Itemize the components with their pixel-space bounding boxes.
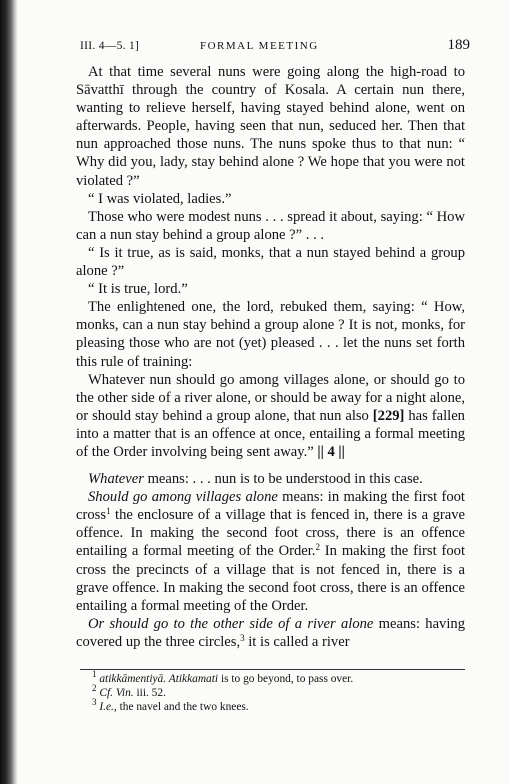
definition-text: it is called a river	[244, 633, 350, 650]
footnotes	[92, 669, 462, 714]
definition-paragraph	[76, 488, 465, 615]
definition-paragraph	[76, 470, 465, 488]
footnote-number: 2	[92, 683, 97, 693]
footnote	[92, 697, 462, 714]
header-title: FORMAL MEETING	[200, 40, 319, 52]
footnote-term: Cf. Vin.	[99, 687, 134, 699]
definition-text: the enclosure of a village that is fenced in, there is a grave offence. In making the second foot cross, there is an offence entailing a formal meeting of the Order.	[76, 507, 465, 560]
page-number: 189	[447, 37, 470, 53]
footnote-term: atikkāmentiyā. Atikkamati	[99, 673, 219, 685]
definition-text: means: in making the first foot cross	[76, 489, 465, 524]
defined-term: Whatever	[88, 471, 144, 488]
footnote-text: , the navel and the two knees.	[113, 701, 249, 713]
page-reference: [229]	[372, 407, 405, 424]
section-marker: || 4 ||	[313, 443, 345, 460]
footnote-text: iii. 52.	[133, 687, 166, 699]
defined-term: Should go among villages alone	[88, 489, 278, 506]
rule-text-a: Whatever nun should go among villages alone, or should go to the other side of a river alone, or should be away for a night alone, or should stay behind a group alone, that nun also	[76, 371, 465, 424]
paragraph: “ Is it true, as is said, monks, that a nun stayed behind a group alone ?”	[76, 244, 465, 280]
paragraph: At that time several nuns were going along the high-road to Sāvatthī through the country of Kosala. A certain nun there, wanting to relieve herself, having stayed behind alone, went on afterwards. People, having seen that nun, seduced her. Then that nun approached those nuns. The nuns spoke thus to that nun: “ Why did you, lady, stay behind alone ? We hope that you were not violated ?”	[76, 64, 465, 189]
footnote-ref: 2	[315, 542, 320, 553]
footnote	[92, 669, 462, 686]
definition-text: means: having covered up the three circles,	[76, 615, 465, 650]
footnote-ref: 3	[240, 632, 245, 643]
header-section-ref: III. 4—5. 1]	[80, 40, 140, 52]
definition-text: means: . . . nun is to be understood in this case.	[143, 471, 423, 488]
definition-paragraph	[76, 615, 465, 651]
footnote-divider	[80, 669, 465, 670]
footnote	[92, 683, 462, 700]
paragraph-gap	[76, 461, 465, 470]
definition-text: In making the first foot cross the precincts of a village that is not fenced in, there is a grave offence. In making the second foot cross, there is an offence entailing a formal meeting of the Order.	[76, 543, 466, 614]
binding-gutter-shadow	[0, 0, 18, 784]
main-text	[76, 63, 465, 651]
running-header	[80, 38, 470, 58]
rule-paragraph	[76, 371, 465, 461]
paragraph: Those who were modest nuns . . . spread it about, saying: “ How can a nun stay behind a group alone ?” . . .	[76, 208, 465, 243]
paragraph: “ I was violated, ladies.”	[88, 190, 232, 207]
defined-term: Or should go to the other side of a river alone	[88, 615, 374, 632]
footnote-number: 3	[92, 697, 97, 707]
rule-text-b: has fallen into a matter that is an offence at once, entailing a formal meeting of the Order involving being sent away.”	[76, 407, 465, 460]
paragraph: “ It is true, lord.”	[88, 281, 188, 298]
footnote-ref: 1	[106, 506, 111, 517]
footnote-number: 1	[92, 669, 97, 679]
footnote-term: I.e.	[99, 701, 114, 713]
paragraph: The enlightened one, the lord, rebuked them, saying: “ How, monks, can a nun stay behind a group alone ? It is not, monks, for pleasing those who are not (yet) pleased . . . let the nuns set forth this rule of training:	[76, 299, 465, 370]
footnote-text: is to go beyond, to pass over.	[218, 673, 354, 685]
